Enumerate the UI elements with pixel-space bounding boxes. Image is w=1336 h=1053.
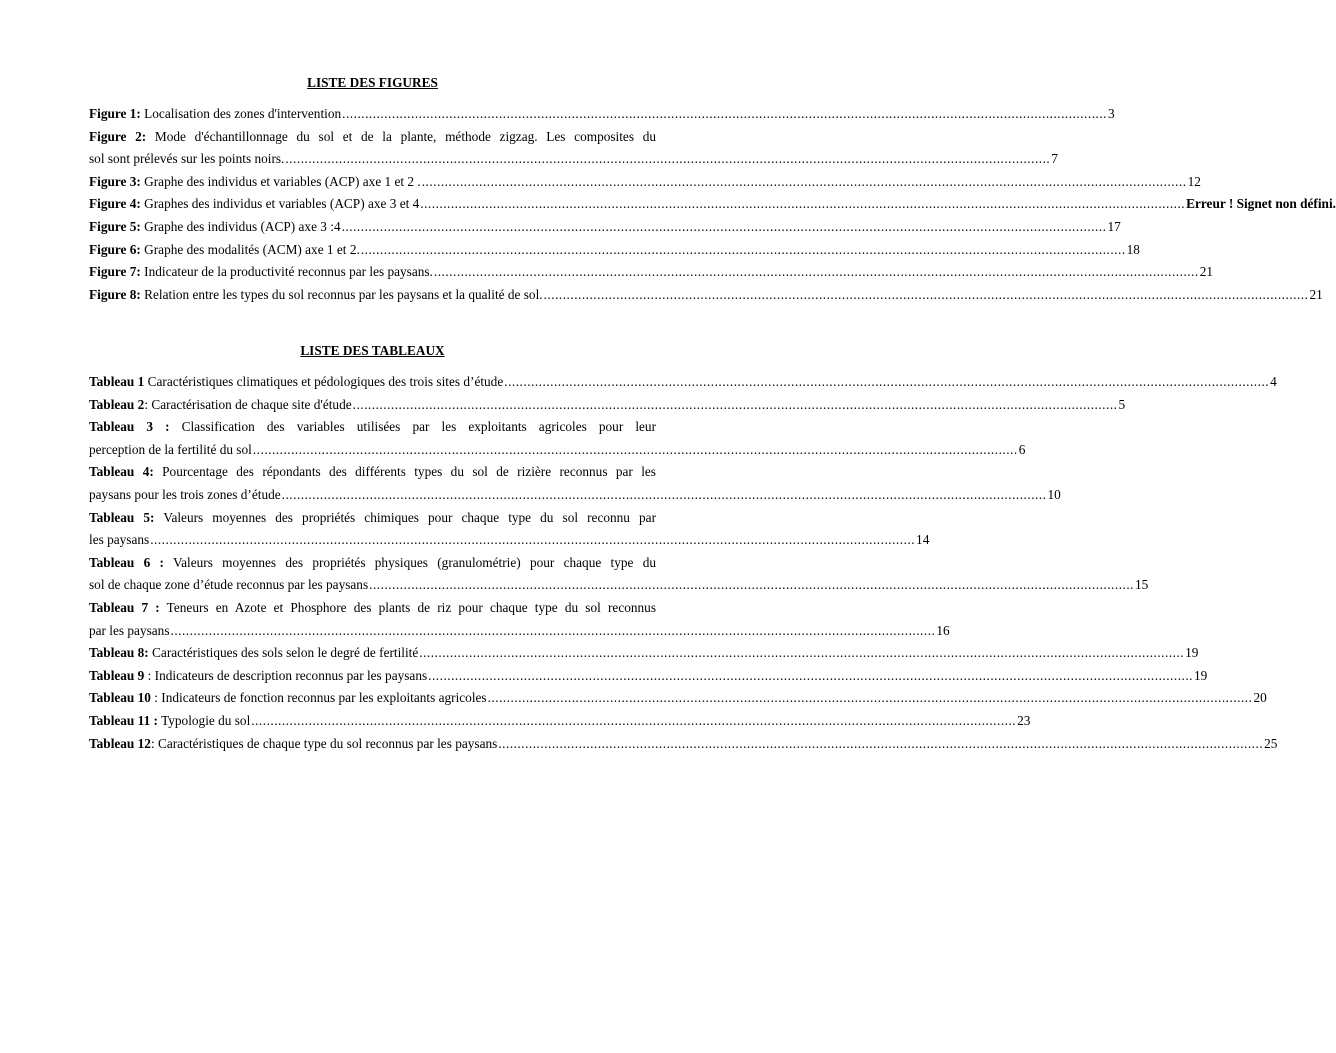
entry-text: Pourcentage des répondants des différents types du sol de rizière reconnus par les bbox=[153, 464, 656, 480]
tableau-entry-3[interactable] bbox=[89, 416, 1026, 461]
entry-text: Relation entre les types du sol reconnus par les paysans et la qualité de sol. bbox=[140, 286, 543, 302]
entry-page: 20 bbox=[1253, 690, 1267, 706]
dot-leader: ........................................................................................................................................................................................................ bbox=[504, 374, 1270, 389]
entry-label: Tableau 11 : bbox=[89, 712, 158, 728]
tableau-entry-11[interactable] bbox=[89, 710, 1031, 733]
tableau-entry-9[interactable] bbox=[89, 665, 1208, 688]
entry-page: 12 bbox=[1187, 173, 1201, 189]
entry-text: Graphe des individus (ACP) axe 3 :4 bbox=[140, 218, 341, 234]
entry-text: Indicateur de la productivité reconnus par les paysans. bbox=[140, 264, 433, 280]
entry-text: Caractéristiques des sols selon le degré de fertilité bbox=[148, 645, 419, 661]
entry-label: Figure 2: bbox=[89, 128, 147, 144]
entry-label: Figure 3: bbox=[89, 173, 141, 189]
tableau-entry-10[interactable] bbox=[89, 687, 1267, 710]
entry-label: Figure 4: bbox=[89, 196, 141, 212]
entry-page: 6 bbox=[1018, 441, 1026, 457]
figure-entry-7[interactable] bbox=[89, 261, 1214, 284]
entry-text: : Caractéristiques de chaque type du sol reconnus par les paysans bbox=[150, 735, 498, 751]
tableau-entry-12[interactable] bbox=[89, 733, 1278, 756]
tableau-entry-7[interactable] bbox=[89, 597, 950, 642]
figure-entry-6[interactable] bbox=[89, 239, 1140, 262]
figure-entry-5[interactable] bbox=[89, 216, 1121, 239]
entry-label: Figure 6: bbox=[89, 241, 141, 257]
entry-page: 7 bbox=[1051, 151, 1058, 167]
entry-page: 25 bbox=[1264, 735, 1278, 751]
entry-page: 15 bbox=[1134, 577, 1149, 593]
entry-text-cont: sol sont prélevés sur les points noirs. bbox=[89, 151, 285, 167]
entry-label: Tableau 1 bbox=[89, 374, 145, 389]
entry-page: 10 bbox=[1047, 486, 1061, 502]
entry-text-cont: paysans pour les trois zones d’étude bbox=[89, 486, 281, 502]
entry-label: Tableau 3 : bbox=[89, 419, 170, 435]
figure-entry-3[interactable] bbox=[89, 171, 1201, 194]
tableau-entry-4[interactable] bbox=[89, 461, 1061, 506]
dot-leader: ........................................................................................................................................................................................................ bbox=[342, 106, 1107, 121]
entry-text: Valeurs moyennes des propriétés physiques (granulométrie) pour chaque type du bbox=[163, 554, 656, 570]
entry-text-cont: les paysans bbox=[89, 532, 150, 548]
entry-page: 4 bbox=[1270, 374, 1277, 389]
entry-text: Graphe des individus et variables (ACP) axe 1 et 2 . bbox=[140, 173, 421, 189]
dot-leader: ........................................................................................................................................................................................................ bbox=[170, 622, 936, 638]
dot-leader: ........................................................................................................................................................................................................ bbox=[428, 667, 1193, 683]
entry-text-cont: par les paysans bbox=[89, 622, 170, 638]
entry-label: Tableau 10 bbox=[89, 690, 151, 706]
entry-page: 21 bbox=[1309, 286, 1323, 302]
entry-label: Tableau 7 : bbox=[89, 599, 160, 615]
entry-text: Graphe des modalités (ACM) axe 1 et 2. bbox=[140, 241, 360, 257]
entry-label: Tableau 9 bbox=[89, 667, 145, 683]
error-bookmark-text: Erreur ! Signet non défini. bbox=[1186, 196, 1336, 212]
entry-label: Figure 1: bbox=[89, 106, 141, 121]
entry-label: Tableau 2 bbox=[89, 396, 145, 412]
entry-page: 23 bbox=[1017, 712, 1031, 728]
tableau-entry-6[interactable] bbox=[89, 552, 1149, 597]
entry-text: : Caractérisation de chaque site d'étude bbox=[144, 396, 352, 412]
entry-text: Teneurs en Azote et Phosphore des plants de riz pour chaque type du sol reconnus bbox=[159, 599, 656, 615]
dot-leader: ........................................................................................................................................................................................................ bbox=[352, 396, 1118, 412]
entry-page: 19 bbox=[1194, 667, 1208, 683]
tableau-entry-2[interactable] bbox=[89, 394, 1126, 417]
figures-list bbox=[89, 75, 1336, 306]
dot-leader: ........................................................................................................................................................................................................ bbox=[543, 286, 1309, 302]
figure-entry-2[interactable] bbox=[89, 126, 1058, 171]
entry-page: 18 bbox=[1126, 241, 1140, 257]
dot-leader: ........................................................................................................................................................................................................ bbox=[421, 173, 1187, 189]
entry-text-cont: sol de chaque zone d’étude reconnus par les paysans bbox=[89, 577, 369, 593]
figure-entry-4[interactable] bbox=[89, 193, 1336, 216]
dot-leader: ........................................................................................................................................................................................................ bbox=[251, 712, 1017, 728]
dot-leader: ........................................................................................................................................................................................................ bbox=[487, 690, 1253, 706]
entry-label: Figure 8: bbox=[89, 286, 141, 302]
dot-leader: ........................................................................................................................................................................................................ bbox=[433, 264, 1199, 280]
dot-leader: ........................................................................................................................................................................................................ bbox=[420, 196, 1186, 212]
entry-page: 17 bbox=[1107, 218, 1121, 234]
entry-page: 5 bbox=[1118, 396, 1126, 412]
dot-leader: ........................................................................................................................................................................................................ bbox=[281, 486, 1047, 502]
entry-text-cont: perception de la fertilité du sol bbox=[89, 441, 252, 457]
dot-leader: ........................................................................................................................................................................................................ bbox=[341, 218, 1107, 234]
dot-leader: ........................................................................................................................................................................................................ bbox=[360, 241, 1126, 257]
entry-page: 21 bbox=[1199, 264, 1214, 280]
entry-label: Figure 7: bbox=[89, 264, 141, 280]
entry-label: Tableau 6 : bbox=[89, 554, 164, 570]
entry-label: Figure 5: bbox=[89, 218, 141, 234]
dot-leader: ........................................................................................................................................................................................................ bbox=[252, 441, 1018, 457]
tableau-entry-1[interactable] bbox=[89, 371, 1277, 394]
entry-text: Graphes des individus et variables (ACP) axe 3 et 4 bbox=[140, 196, 420, 212]
entry-page: 3 bbox=[1108, 106, 1115, 121]
tableau-entry-5[interactable] bbox=[89, 507, 930, 552]
entry-label: Tableau 12 bbox=[89, 735, 151, 751]
entry-page: 14 bbox=[916, 532, 930, 548]
tableaux-list bbox=[89, 343, 1278, 755]
entry-page: 16 bbox=[936, 622, 950, 638]
tableau-entry-8[interactable] bbox=[89, 642, 1199, 665]
entry-label: Tableau 5: bbox=[89, 509, 155, 525]
entry-text: Typologie du sol bbox=[157, 712, 251, 728]
figure-entry-8[interactable] bbox=[89, 284, 1323, 307]
figures-title: LISTE DES FIGURES bbox=[307, 75, 438, 90]
figure-entry-1[interactable] bbox=[89, 103, 1115, 126]
dot-leader: ........................................................................................................................................................................................................ bbox=[498, 735, 1264, 751]
entry-text: Localisation des zones d'intervention bbox=[140, 106, 342, 121]
entry-text: Valeurs moyennes des propriétés chimiques pour chaque type du sol reconnu par bbox=[154, 509, 656, 525]
entry-text: : Indicateurs de description reconnus par les paysans bbox=[144, 667, 428, 683]
dot-leader: ........................................................................................................................................................................................................ bbox=[369, 577, 1134, 593]
entry-text: Caractéristiques climatiques et pédologiques des trois sites d’étude bbox=[144, 374, 504, 389]
dot-leader: ........................................................................................................................................................................................................ bbox=[150, 532, 916, 548]
dot-leader: ........................................................................................................................................................................................................ bbox=[285, 151, 1051, 167]
entry-text: : Indicateurs de fonction reconnus par les exploitants agricoles bbox=[150, 690, 487, 706]
dot-leader: ........................................................................................................................................................................................................ bbox=[419, 645, 1185, 661]
entry-label: Tableau 4: bbox=[89, 464, 154, 480]
entry-label: Tableau 8: bbox=[89, 645, 149, 661]
entry-text: Classification des variables utilisées par les exploitants agricoles pour leur bbox=[169, 419, 657, 435]
entry-page: 19 bbox=[1185, 645, 1199, 661]
tableaux-title: LISTE DES TABLEAUX bbox=[300, 343, 445, 358]
entry-text: Mode d'échantillonnage du sol et de la plante, méthode zigzag. Les composites du bbox=[146, 128, 656, 144]
